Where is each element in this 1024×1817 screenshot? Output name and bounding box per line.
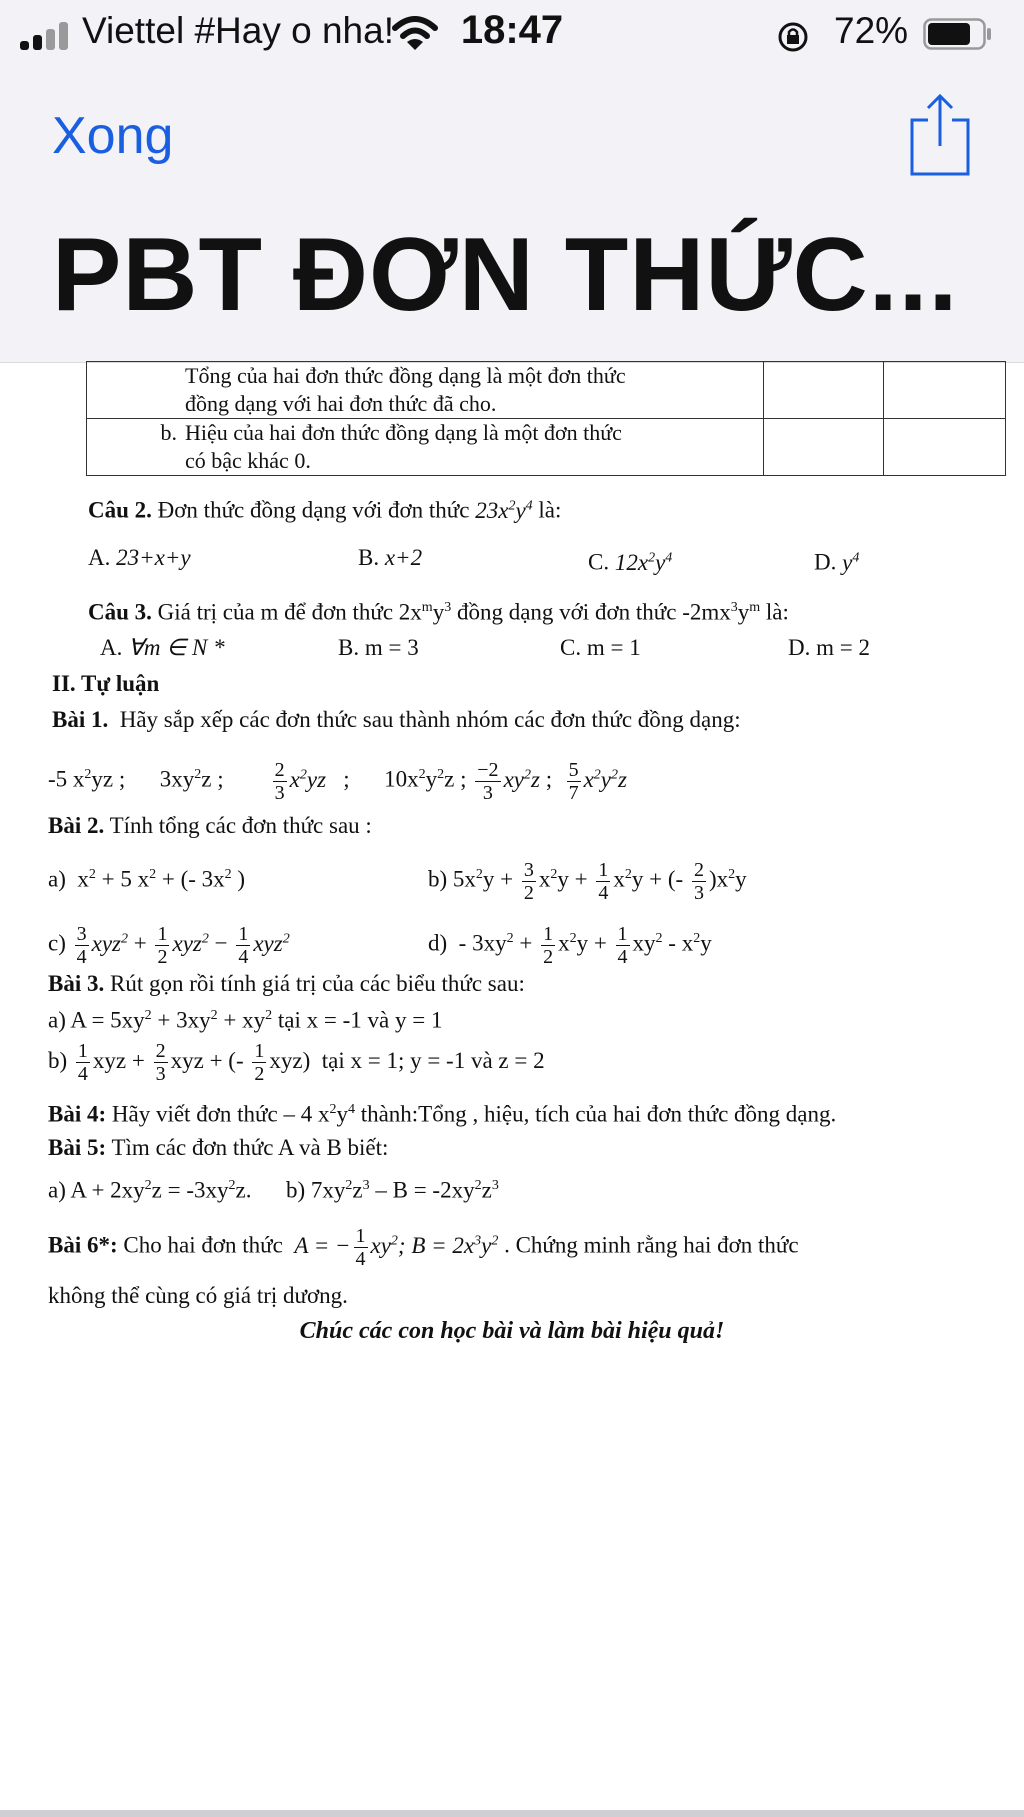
page-divider <box>0 1810 1024 1817</box>
navigation-bar <box>0 66 1024 363</box>
document-page[interactable] <box>0 363 1024 1817</box>
exercise-2b: b) $5x^2y$ + $\frac{3}{2}$ $x^2y$ + $\frac{1}{4}$ $x^2y$ + (- $\frac{2}{3}$ )$x^2y$ <box>428 858 747 904</box>
question-2-options: A. 23+x+y <box>88 545 191 570</box>
row-label: b. <box>160 420 177 445</box>
true-false-table <box>86 361 1006 476</box>
exercise-1-monomials: -5 $x^2yz$ ; $3xy^2z$ ; $\frac{2}{3}$ $x^2yz$ ; $10x^2y^2z$ ; $\frac{-2}{3}$ $xy^2z$ ; $\frac{5}{7}$ $x^2y^2z$ <box>48 758 627 804</box>
question-2-option-b: B. x+2 <box>358 545 423 570</box>
exercise-6: Bài 6*: Cho hai đơn thức A = − $\frac{1}{4}$ $xy^2$; $B = 2x^3y^2$ . Chứng minh rằng hai đơn thức <box>48 1224 799 1270</box>
exercise-3a: a) $A = 5xy^2 + 3xy^2 + xy^2$ tại x = -1 và y = 1 <box>48 1007 443 1033</box>
answer-cell-true <box>763 362 883 419</box>
exercise-5: Bài 5: Tìm các đơn thức A và B biết: <box>48 1135 389 1160</box>
question-2-option-d: D. $y^4$ <box>814 549 860 575</box>
table-cell-text: có bậc khác 0. <box>185 448 311 473</box>
exercise-3: Bài 3. Rút gọn rồi tính giá trị của các biểu thức sau: <box>48 971 525 996</box>
status-bar <box>0 0 1024 66</box>
carrier-name: Viettel #Hay o nha! <box>82 10 394 51</box>
table-row <box>87 362 1006 419</box>
exercise-4: Bài 4: Hãy viết đơn thức – 4 $x^2y^4$ thành:Tổng , hiệu, tích của hai đơn thức đồng dạng. <box>48 1101 837 1127</box>
closing-message: Chúc các con học bài và làm bài hiệu quả! <box>299 1318 725 1344</box>
exercise-3b: b) $\frac{1}{4}$ xyz + $\frac{2}{3}$ xyz + (- $\frac{1}{2}$ xyz) tại x = 1; y = -1 và z = 2 <box>48 1040 545 1086</box>
question-3-option-a: A. ∀m ∈ N * <box>100 635 225 660</box>
question-3: Câu 3. Giá trị của m để đơn thức $2x^my^3$ đồng dạng với đơn thức $-2mx^3y^m$ là: <box>88 599 789 625</box>
section-heading: II. Tự luận <box>52 671 160 696</box>
exercise-2: Bài 2. Tính tổng các đơn thức sau : <box>48 813 372 838</box>
table-row <box>87 419 1006 476</box>
exercise-2a: a) $x^2 + 5$ $x^2$ + (- $3x^2$ ) <box>48 866 246 892</box>
exercise-5-parts: a) $A + 2xy^2z = -3xy^2z$. b) $7xy^2z^3 - B = -2xy^2z^3$ <box>48 1177 499 1203</box>
table-cell-text: đồng dạng với hai đơn thức đã cho. <box>185 391 497 416</box>
answer-cell-true <box>763 419 883 476</box>
question-3-option-b: B. m = 3 <box>338 635 419 660</box>
exercise-2d: $d) - 3xy^2$ + $\frac{1}{2}$ $x^2y$ + $\frac{1}{4}$ $xy^2 - x^2y$ <box>428 922 712 968</box>
document-title: PBT ĐƠN THỨC... <box>52 217 959 333</box>
done-button[interactable]: Xong <box>52 107 174 165</box>
exercise-1: Bài 1. Hãy sắp xếp các đơn thức sau thành nhóm các đơn thức đồng dạng: <box>52 707 741 732</box>
battery-icon <box>923 18 993 50</box>
answer-cell-false <box>883 419 1005 476</box>
exercise-2c: c) $\frac{3}{4}$ xyz$^2$ + $\frac{1}{2}$ xyz$^2$ − $\frac{1}{4}$ xyz$^2$ <box>48 922 290 968</box>
question-2: Câu 2. Đơn thức đồng dạng với đơn thức $23x^2y^4$ là: <box>88 497 562 523</box>
answer-cell-false <box>883 362 1005 419</box>
exercise-6-continued: không thể cùng có giá trị dương. <box>48 1283 348 1308</box>
question-3-option-c: C. m = 1 <box>560 635 641 660</box>
table-cell-text: Tổng của hai đơn thức đồng dạng là một đơn thức <box>185 363 626 388</box>
table-cell-text: Hiệu của hai đơn thức đồng dạng là một đơn thức <box>185 420 622 445</box>
rotation-lock-icon <box>776 20 810 54</box>
share-icon[interactable] <box>906 90 974 178</box>
question-2-option-c: C. $12x^2y^4$ <box>588 549 673 575</box>
question-3-option-d: D. m = 2 <box>788 635 870 660</box>
status-time: 18:47 <box>460 8 564 52</box>
battery-percent: 72% <box>834 10 909 51</box>
